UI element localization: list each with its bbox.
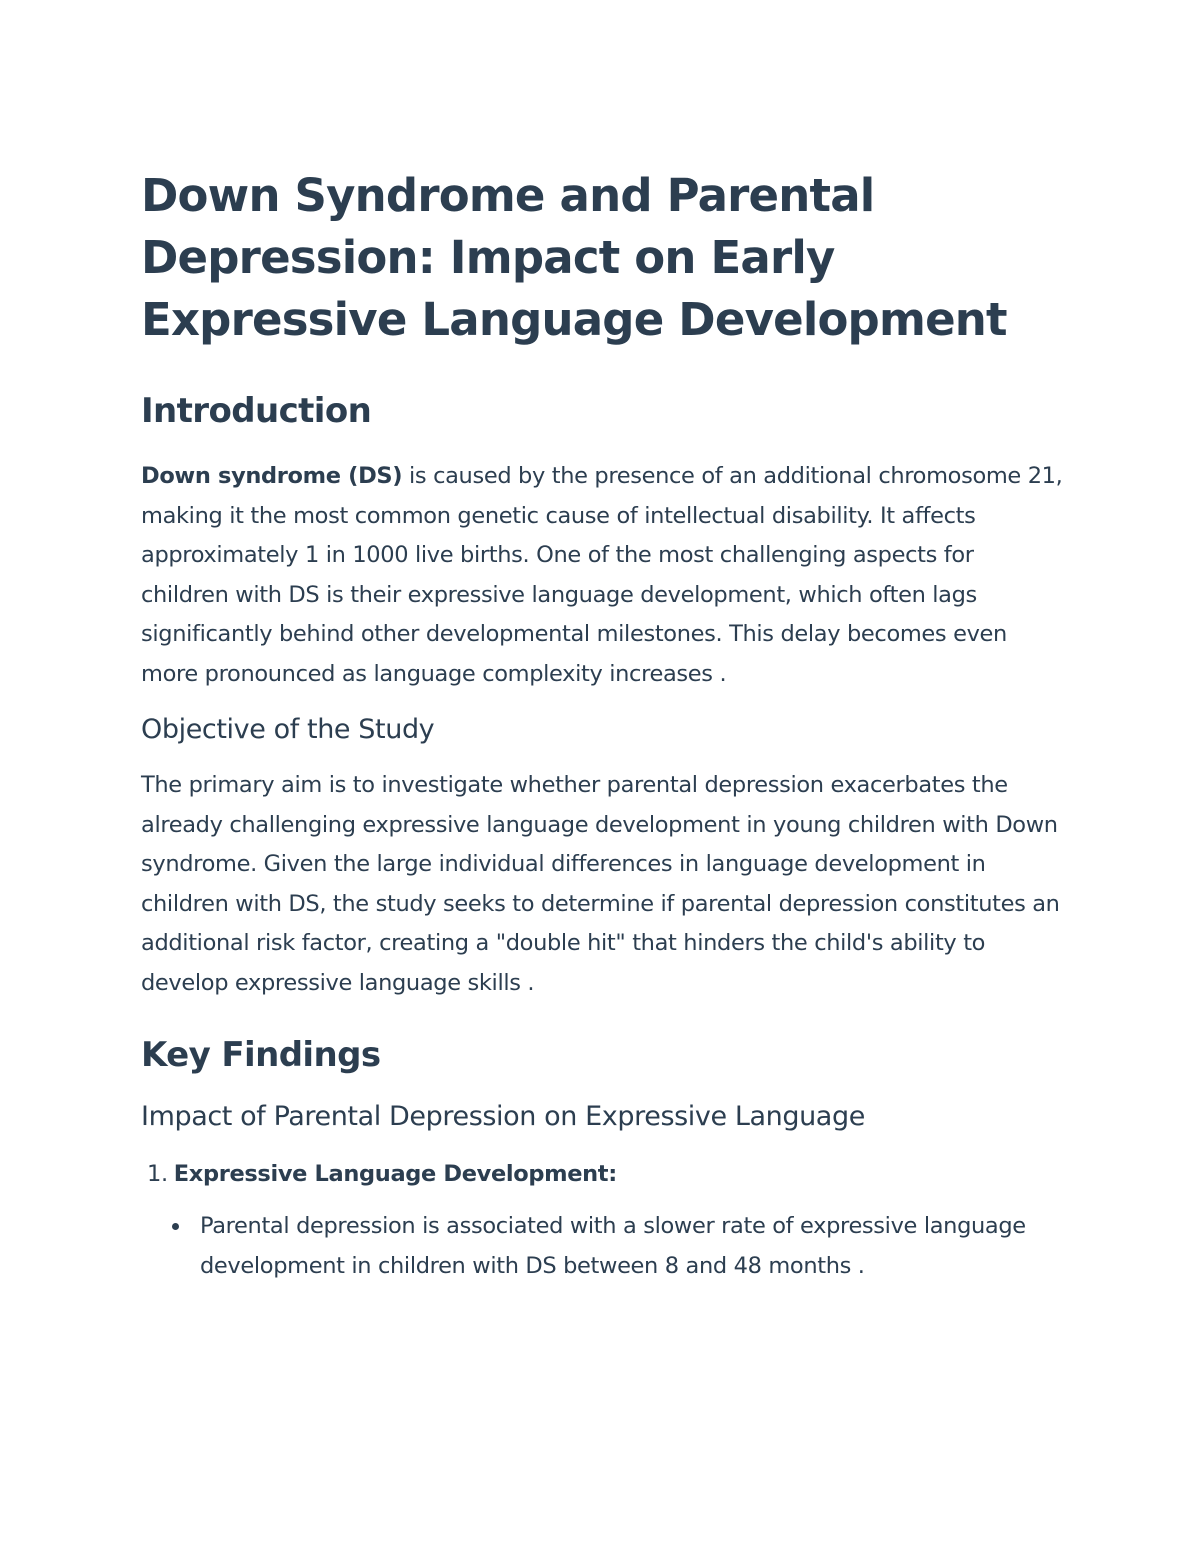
introduction-paragraph <box>141 457 1066 694</box>
objective-heading: Objective of the Study <box>141 714 435 745</box>
document-page <box>141 165 1066 1286</box>
finding-label-row <box>147 1155 1066 1194</box>
introduction-text: is caused by the presence of an additional chromosome 21, making it the most common genetic cause of intellectual disability. It affects approximately 1 in 1000 live births. One of the most challenging aspects for children with DS is their expressive language development, which often lags significantly behind other developmental milestones. This delay becomes even more pronounced as language complexity increases . <box>141 463 1063 687</box>
key-findings-heading: Key Findings <box>141 1035 381 1075</box>
finding-label: Expressive Language Development: <box>173 1161 617 1187</box>
introduction-heading: Introduction <box>141 391 372 431</box>
list-number: 1. <box>147 1161 168 1187</box>
list-item <box>141 1206 1066 1286</box>
key-findings-subheading: Impact of Parental Depression on Expressive Language <box>141 1101 865 1132</box>
findings-list <box>141 1155 1066 1286</box>
bullet-icon <box>172 1223 179 1230</box>
introduction-bold-term: Down syndrome (DS) <box>141 463 403 489</box>
objective-paragraph: The primary aim is to investigate whether parental depression exacerbates the already challenging expressive language development in young children with Down syndrome. Given the large individual differences in language development in children with DS, the study seeks to determine if parental depression constitutes an additional risk factor, creating a "double hit" that hinders the child's ability to develop expressive language skills . <box>141 772 1060 996</box>
bullet-text: Parental depression is associated with a slower rate of expressive language development in children with DS between 8 and 48 months . <box>200 1213 1026 1279</box>
finding-bullets <box>141 1206 1066 1286</box>
document-title: Down Syndrome and Parental Depression: Impact on Early Expressive Language Development <box>141 169 1007 346</box>
list-item <box>141 1155 1066 1286</box>
